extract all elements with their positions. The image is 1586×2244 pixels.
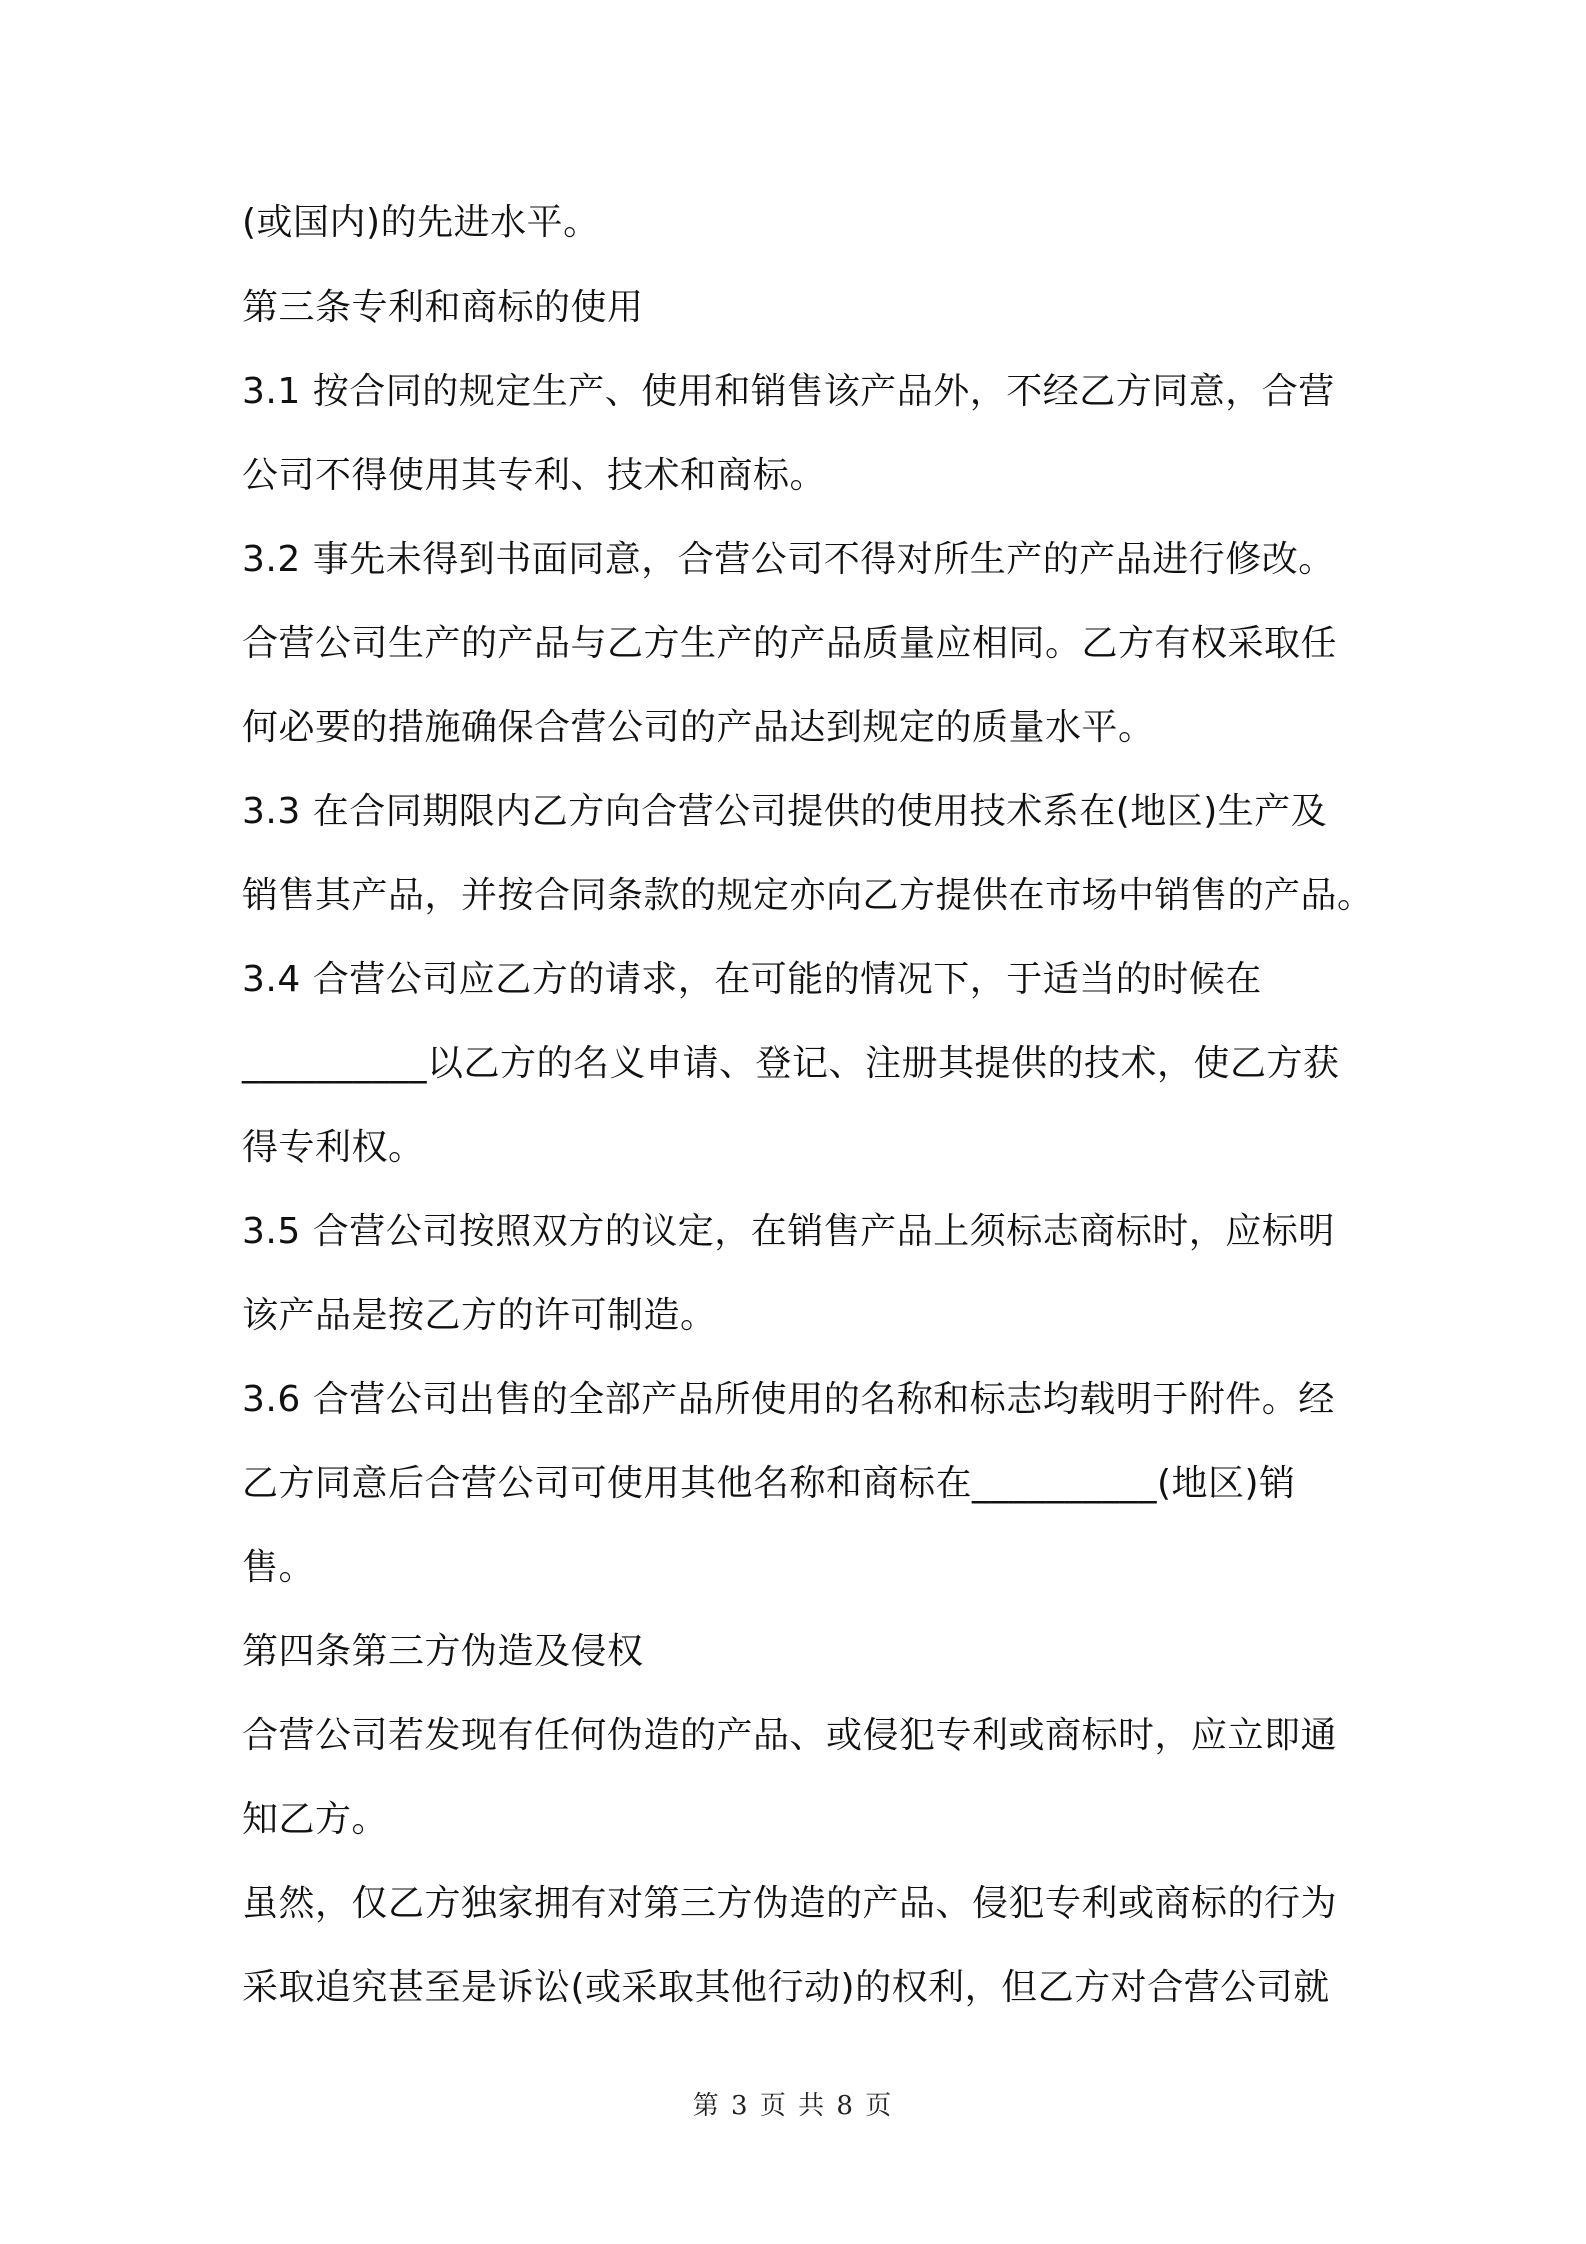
text-line: 乙方同意后合营公司可使用其他名称和商标在__________(地区)销: [242, 1463, 1296, 1504]
text-line: 得专利权。: [242, 1127, 425, 1168]
text-line: 3.5 合营公司按照双方的议定，在销售产品上须标志商标时，应标明: [242, 1211, 1335, 1252]
text-line: 3.2 事先未得到书面同意，合营公司不得对所生产的产品进行修改。: [242, 539, 1335, 580]
text-line: 3.4 合营公司应乙方的请求，在可能的情况下，于适当的时候在: [242, 959, 1262, 1000]
text-line: __________以乙方的名义申请、登记、注册其提供的技术，使乙方获: [242, 1043, 1340, 1084]
text-line: 何必要的措施确保合营公司的产品达到规定的质量水平。: [242, 707, 1155, 748]
text-line: 3.3 在合同期限内乙方向合营公司提供的使用技术系在(地区)生产及: [242, 791, 1328, 832]
text-line: 合营公司生产的产品与乙方生产的产品质量应相同。乙方有权采取任: [242, 623, 1338, 664]
text-line: (或国内)的先进水平。: [242, 202, 600, 243]
text-line: 3.1 按合同的规定生产、使用和销售该产品外，不经乙方同意，合营: [242, 371, 1335, 412]
text-line: 公司不得使用其专利、技术和商标。: [242, 455, 827, 496]
text-line: 销售其产品，并按合同条款的规定亦向乙方提供在市场中销售的产品。: [242, 875, 1374, 916]
text-line: 合营公司若发现有任何伪造的产品、或侵犯专利或商标时，应立即通: [242, 1715, 1338, 1756]
text-line: 3.6 合营公司出售的全部产品所使用的名称和标志均载明于附件。经: [242, 1379, 1335, 1420]
text-line: 该产品是按乙方的许可制造。: [242, 1295, 717, 1336]
text-line: 虽然，仅乙方独家拥有对第三方伪造的产品、侵犯专利或商标的行为: [242, 1883, 1338, 1924]
text-line: 采取追究甚至是诉讼(或采取其他行动)的权利，但乙方对合营公司就: [242, 1967, 1330, 2008]
text-line: 售。: [242, 1547, 316, 1588]
text-line: 知乙方。: [242, 1799, 389, 1840]
page-number-footer: 第 3 页 共 8 页: [692, 2091, 894, 2121]
section-heading: 第四条第三方伪造及侵权: [242, 1631, 644, 1672]
section-heading: 第三条专利和商标的使用: [242, 287, 644, 328]
